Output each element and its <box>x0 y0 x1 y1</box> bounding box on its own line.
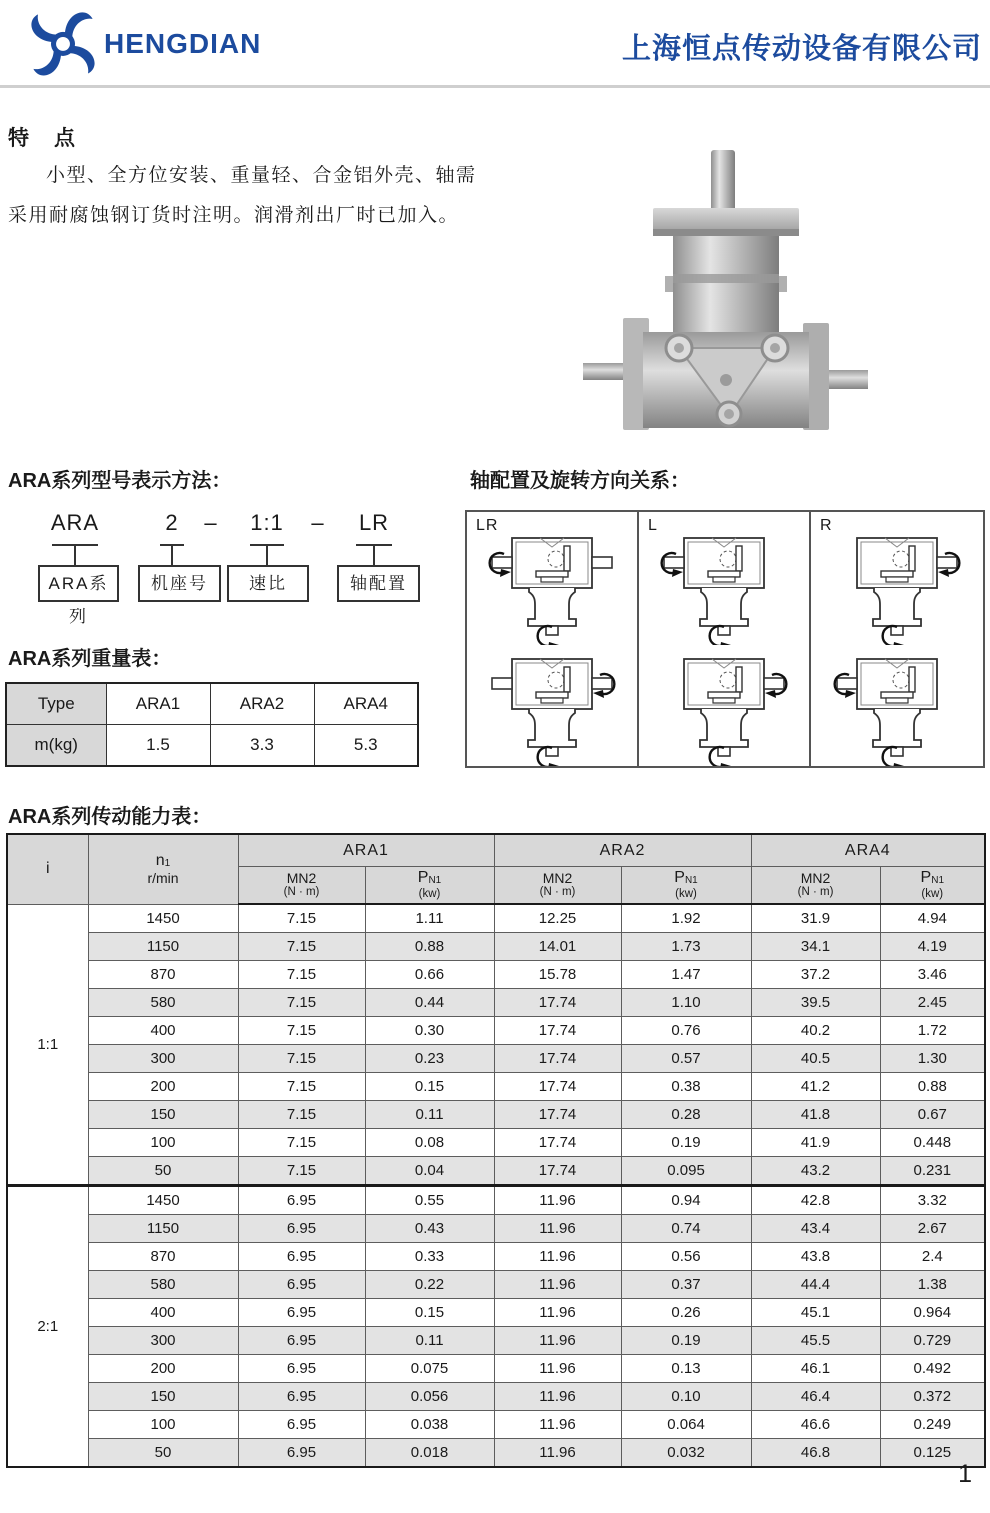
capacity-cell: 7.15 <box>238 904 365 933</box>
capacity-cell: 0.19 <box>621 1327 751 1355</box>
connector-line <box>266 544 268 565</box>
capacity-cell: 1150 <box>88 1215 238 1243</box>
capacity-cell: 0.125 <box>880 1439 985 1468</box>
capacity-cell: 0.064 <box>621 1411 751 1439</box>
capacity-cell: 1.38 <box>880 1271 985 1299</box>
connector-line <box>74 544 76 565</box>
capacity-cell: 43.2 <box>751 1157 880 1186</box>
capacity-row <box>7 1186 985 1215</box>
capacity-cell: 11.96 <box>494 1271 621 1299</box>
capacity-row <box>7 1327 985 1355</box>
capacity-row <box>7 1157 985 1186</box>
weight-value-row <box>6 725 418 767</box>
capacity-cell: 0.056 <box>365 1383 494 1411</box>
weight-table-title: ARA系列重量表： <box>8 648 172 670</box>
capacity-cell: 46.4 <box>751 1383 880 1411</box>
capacity-cell: 1.47 <box>621 961 751 989</box>
capacity-cell: 0.76 <box>621 1017 751 1045</box>
capacity-cell: 44.4 <box>751 1271 880 1299</box>
capacity-cell: 0.095 <box>621 1157 751 1186</box>
capacity-row <box>7 1355 985 1383</box>
capacity-cell: 17.74 <box>494 1073 621 1101</box>
capacity-cell: 1.92 <box>621 904 751 933</box>
capacity-cell: 0.22 <box>365 1271 494 1299</box>
capacity-row <box>7 1243 985 1271</box>
capacity-cell: 11.96 <box>494 1327 621 1355</box>
ratio-cell: 2:1 <box>7 1186 88 1468</box>
capacity-cell: 6.95 <box>238 1383 365 1411</box>
capacity-cell: 0.038 <box>365 1411 494 1439</box>
capacity-cell: 37.2 <box>751 961 880 989</box>
capacity-cell: 0.448 <box>880 1129 985 1157</box>
model-code-dash-1: – <box>204 510 218 535</box>
capacity-cell: 0.19 <box>621 1129 751 1157</box>
model-label-shaft: 轴配置 <box>337 565 420 602</box>
capacity-cell: 0.26 <box>621 1299 751 1327</box>
capacity-cell: 7.15 <box>238 1017 365 1045</box>
capacity-cell: 0.729 <box>880 1327 985 1355</box>
capacity-cell: 34.1 <box>751 933 880 961</box>
capacity-cell: 0.032 <box>621 1439 751 1468</box>
capacity-table-title: ARA系列传动能力表： <box>8 806 212 828</box>
subcol-pn1: PN1 (kw) <box>880 867 985 905</box>
capacity-cell: 7.15 <box>238 1101 365 1129</box>
features-line-1: 小型、全方位安装、重量轻、合金铝外壳、轴需 <box>46 165 477 186</box>
capacity-cell: 46.6 <box>751 1411 880 1439</box>
capacity-cell: 580 <box>88 989 238 1017</box>
capacity-cell: 0.231 <box>880 1157 985 1186</box>
weight-value: 5.3 <box>314 725 418 767</box>
capacity-cell: 43.8 <box>751 1243 880 1271</box>
capacity-row <box>7 1439 985 1468</box>
gearbox-diagram-icon <box>649 647 799 766</box>
capacity-cell: 11.96 <box>494 1383 621 1411</box>
capacity-row <box>7 1129 985 1157</box>
capacity-cell: 0.30 <box>365 1017 494 1045</box>
model-designation-title: ARA系列型号表示方法： <box>8 470 232 492</box>
capacity-cell: 11.96 <box>494 1299 621 1327</box>
capacity-cell: 0.15 <box>365 1073 494 1101</box>
capacity-cell: 41.9 <box>751 1129 880 1157</box>
shaft-config-box <box>465 510 985 768</box>
capacity-group-row <box>7 834 985 867</box>
gearbox-diagram-icon <box>822 647 972 766</box>
shaft-config-cell <box>639 512 811 766</box>
capacity-cell: 0.33 <box>365 1243 494 1271</box>
weight-col-ara1: ARA1 <box>106 683 210 725</box>
subcol-mn2: MN2 (N · m) <box>751 867 880 905</box>
capacity-cell: 46.8 <box>751 1439 880 1468</box>
page-number: 1 <box>958 1460 972 1488</box>
capacity-cell: 0.492 <box>880 1355 985 1383</box>
brand-name: HENGDIAN <box>104 28 262 59</box>
capacity-cell: 17.74 <box>494 1045 621 1073</box>
capacity-cell: 3.32 <box>880 1186 985 1215</box>
capacity-cell: 7.15 <box>238 1073 365 1101</box>
capacity-row <box>7 1215 985 1243</box>
capacity-cell: 0.88 <box>365 933 494 961</box>
subcol-mn2: MN2 (N · m) <box>494 867 621 905</box>
capacity-row <box>7 1411 985 1439</box>
group-ara1: ARA1 <box>238 834 494 867</box>
capacity-cell: 14.01 <box>494 933 621 961</box>
capacity-cell: 200 <box>88 1073 238 1101</box>
capacity-cell: 0.88 <box>880 1073 985 1101</box>
capacity-cell: 40.5 <box>751 1045 880 1073</box>
capacity-cell: 6.95 <box>238 1411 365 1439</box>
hengdian-logo-icon <box>26 6 100 80</box>
model-label-ratio: 速比 <box>227 565 309 602</box>
capacity-cell: 0.372 <box>880 1383 985 1411</box>
capacity-cell: 31.9 <box>751 904 880 933</box>
product-photo <box>583 150 868 430</box>
capacity-cell: 0.55 <box>365 1186 494 1215</box>
capacity-cell: 50 <box>88 1157 238 1186</box>
capacity-cell: 7.15 <box>238 989 365 1017</box>
capacity-cell: 0.04 <box>365 1157 494 1186</box>
capacity-row <box>7 1045 985 1073</box>
capacity-cell: 870 <box>88 961 238 989</box>
capacity-cell: 45.5 <box>751 1327 880 1355</box>
col-i-header: i <box>7 834 88 904</box>
capacity-cell: 2.67 <box>880 1215 985 1243</box>
capacity-row <box>7 1299 985 1327</box>
group-ara4: ARA4 <box>751 834 985 867</box>
connector-line <box>373 544 375 565</box>
capacity-row <box>7 1101 985 1129</box>
weight-value: 1.5 <box>106 725 210 767</box>
capacity-cell: 17.74 <box>494 1101 621 1129</box>
capacity-cell: 41.2 <box>751 1073 880 1101</box>
shaft-config-label: R <box>820 517 833 534</box>
gearbox-diagram-icon <box>649 526 799 645</box>
capacity-cell: 12.25 <box>494 904 621 933</box>
capacity-cell: 6.95 <box>238 1186 365 1215</box>
model-label-frame: 机座号 <box>138 565 221 602</box>
capacity-cell: 7.15 <box>238 1045 365 1073</box>
model-code-shaft: LR <box>358 510 390 535</box>
capacity-cell: 0.08 <box>365 1129 494 1157</box>
capacity-cell: 0.37 <box>621 1271 751 1299</box>
capacity-cell: 0.56 <box>621 1243 751 1271</box>
weight-type-label: Type <box>6 683 106 725</box>
capacity-row <box>7 933 985 961</box>
capacity-cell: 2.4 <box>880 1243 985 1271</box>
subcol-pn1: PN1 (kw) <box>621 867 751 905</box>
model-code-frame: 2 <box>165 510 179 535</box>
capacity-cell: 200 <box>88 1355 238 1383</box>
weight-header-row <box>6 683 418 725</box>
model-code-ratio: 1:1 <box>250 510 284 535</box>
capacity-cell: 6.95 <box>238 1215 365 1243</box>
capacity-cell: 1.11 <box>365 904 494 933</box>
capacity-cell: 45.1 <box>751 1299 880 1327</box>
capacity-cell: 0.249 <box>880 1411 985 1439</box>
capacity-cell: 0.74 <box>621 1215 751 1243</box>
model-code-series: ARA <box>50 510 100 535</box>
shaft-config-label: LR <box>476 517 499 534</box>
capacity-cell: 0.43 <box>365 1215 494 1243</box>
capacity-cell: 46.1 <box>751 1355 880 1383</box>
capacity-cell: 1.10 <box>621 989 751 1017</box>
capacity-cell: 15.78 <box>494 961 621 989</box>
subcol-pn1: PN1 (kw) <box>365 867 494 905</box>
capacity-cell: 0.13 <box>621 1355 751 1383</box>
capacity-cell: 41.8 <box>751 1101 880 1129</box>
model-code-dash-2: – <box>311 510 325 535</box>
capacity-cell: 1.72 <box>880 1017 985 1045</box>
capacity-cell: 0.11 <box>365 1101 494 1129</box>
capacity-cell: 0.57 <box>621 1045 751 1073</box>
capacity-cell: 100 <box>88 1129 238 1157</box>
capacity-cell: 43.4 <box>751 1215 880 1243</box>
capacity-cell: 11.96 <box>494 1215 621 1243</box>
capacity-cell: 17.74 <box>494 1017 621 1045</box>
features-title: 特 点 <box>8 127 77 150</box>
capacity-row <box>7 1017 985 1045</box>
capacity-cell: 6.95 <box>238 1439 365 1468</box>
capacity-cell: 2.45 <box>880 989 985 1017</box>
capacity-cell: 6.95 <box>238 1299 365 1327</box>
weight-col-ara2: ARA2 <box>210 683 314 725</box>
capacity-cell: 6.95 <box>238 1355 365 1383</box>
capacity-cell: 1450 <box>88 904 238 933</box>
capacity-cell: 4.19 <box>880 933 985 961</box>
capacity-cell: 0.10 <box>621 1383 751 1411</box>
capacity-cell: 17.74 <box>494 1157 621 1186</box>
weight-col-ara4: ARA4 <box>314 683 418 725</box>
capacity-cell: 0.28 <box>621 1101 751 1129</box>
company-name: 上海恒点传动设备有限公司 <box>621 33 982 65</box>
capacity-cell: 4.94 <box>880 904 985 933</box>
capacity-cell: 0.23 <box>365 1045 494 1073</box>
capacity-cell: 3.46 <box>880 961 985 989</box>
capacity-cell: 0.44 <box>365 989 494 1017</box>
capacity-cell: 6.95 <box>238 1327 365 1355</box>
capacity-cell: 7.15 <box>238 1157 365 1186</box>
features-line-2: 采用耐腐蚀钢订货时注明。润滑剂出厂时已加入。 <box>8 205 460 226</box>
shaft-config-cell <box>811 512 983 766</box>
capacity-cell: 7.15 <box>238 961 365 989</box>
capacity-cell: 0.94 <box>621 1186 751 1215</box>
capacity-cell: 11.96 <box>494 1411 621 1439</box>
capacity-row <box>7 1073 985 1101</box>
capacity-cell: 0.075 <box>365 1355 494 1383</box>
capacity-cell: 0.11 <box>365 1327 494 1355</box>
capacity-cell: 17.74 <box>494 989 621 1017</box>
capacity-cell: 1.73 <box>621 933 751 961</box>
capacity-cell: 40.2 <box>751 1017 880 1045</box>
capacity-cell: 11.96 <box>494 1186 621 1215</box>
capacity-row <box>7 1271 985 1299</box>
capacity-cell: 6.95 <box>238 1271 365 1299</box>
model-label-series: ARA系列 <box>38 565 119 602</box>
capacity-cell: 0.66 <box>365 961 494 989</box>
capacity-cell: 0.67 <box>880 1101 985 1129</box>
capacity-cell: 1450 <box>88 1186 238 1215</box>
capacity-cell: 400 <box>88 1299 238 1327</box>
capacity-table <box>6 833 986 1468</box>
capacity-cell: 300 <box>88 1045 238 1073</box>
capacity-cell: 0.38 <box>621 1073 751 1101</box>
capacity-cell: 400 <box>88 1017 238 1045</box>
capacity-cell: 0.018 <box>365 1439 494 1468</box>
capacity-cell: 150 <box>88 1101 238 1129</box>
weight-mass-label: m(kg) <box>6 725 106 767</box>
capacity-cell: 7.15 <box>238 933 365 961</box>
capacity-cell: 42.8 <box>751 1186 880 1215</box>
capacity-cell: 0.964 <box>880 1299 985 1327</box>
shaft-config-label: L <box>648 517 658 534</box>
capacity-cell: 0.15 <box>365 1299 494 1327</box>
capacity-row <box>7 961 985 989</box>
capacity-cell: 6.95 <box>238 1243 365 1271</box>
shaft-config-cell <box>467 512 639 766</box>
gearbox-diagram-icon <box>477 647 627 766</box>
gearbox-diagram-icon <box>822 526 972 645</box>
capacity-cell: 1.30 <box>880 1045 985 1073</box>
capacity-row <box>7 989 985 1017</box>
ratio-cell: 1:1 <box>7 904 88 1186</box>
capacity-row <box>7 1383 985 1411</box>
capacity-cell: 7.15 <box>238 1129 365 1157</box>
capacity-cell: 100 <box>88 1411 238 1439</box>
col-n1-header: n1 r/min <box>88 834 238 904</box>
capacity-cell: 11.96 <box>494 1243 621 1271</box>
subcol-mn2: MN2 (N · m) <box>238 867 365 905</box>
capacity-cell: 300 <box>88 1327 238 1355</box>
page-header <box>0 0 990 88</box>
group-ara2: ARA2 <box>494 834 751 867</box>
weight-table <box>5 682 419 767</box>
capacity-cell: 17.74 <box>494 1129 621 1157</box>
connector-line <box>171 544 173 565</box>
capacity-cell: 11.96 <box>494 1439 621 1468</box>
capacity-cell: 39.5 <box>751 989 880 1017</box>
capacity-cell: 50 <box>88 1439 238 1468</box>
capacity-cell: 11.96 <box>494 1355 621 1383</box>
shaft-config-title: 轴配置及旋转方向关系： <box>470 470 690 492</box>
capacity-row <box>7 904 985 933</box>
capacity-cell: 150 <box>88 1383 238 1411</box>
capacity-cell: 580 <box>88 1271 238 1299</box>
capacity-cell: 870 <box>88 1243 238 1271</box>
weight-value: 3.3 <box>210 725 314 767</box>
gearbox-diagram-icon <box>477 526 627 645</box>
capacity-cell: 1150 <box>88 933 238 961</box>
